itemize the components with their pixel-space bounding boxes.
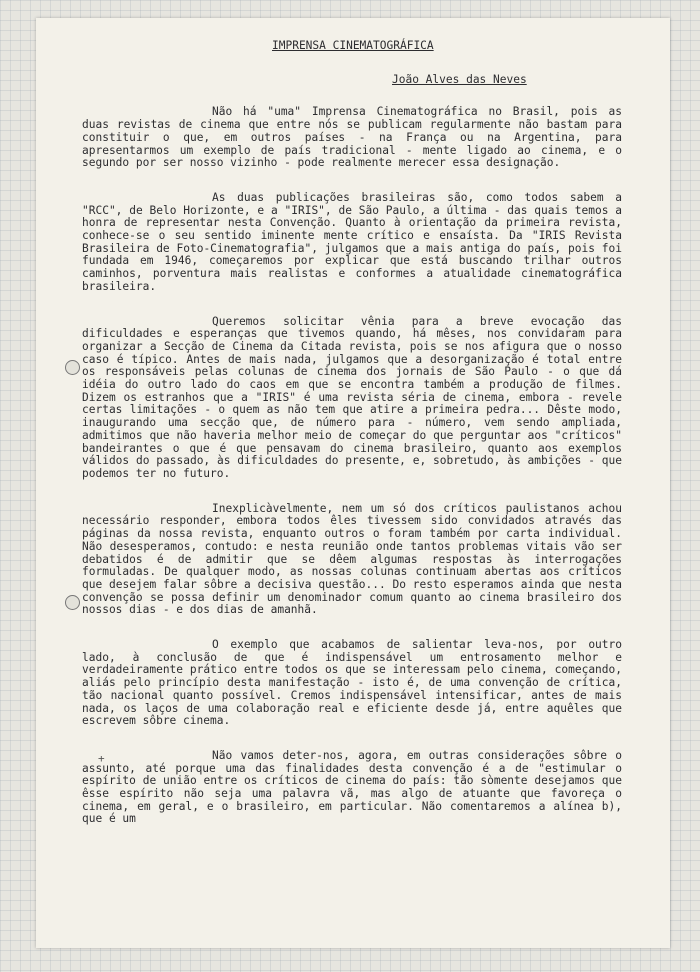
document-title: IMPRENSA CINEMATOGRÁFICA [272, 39, 434, 52]
punch-hole-top [65, 360, 80, 375]
punch-hole-bottom [65, 595, 80, 610]
paragraph-4: Inexplicàvelmente, nem um só dos críticos paulistanos achou necessário responder, embora todos êles tivessem sido convidados através das páginas da nossa revista, enquanto outros o foram também por carta individual. Não desesperamos, contudo: e nesta reunião onde tantos problemas vitais vão ser debatidos é de admitir que se dêem algumas respostas às interrogações formuladas. De qualquer modo, as nossas colunas continuam abertas aos críticos que desejem falar sôbre a decisiva questão... Do resto esperamos ainda que nesta convenção se possa definir um denominador comum quanto ao cinema brasileiro dos nossos dias - e dos dias de amanhã. [82, 501, 622, 617]
paragraph-1: Não há "uma" Imprensa Cinematográfica no Brasil, pois as duas revistas de cinema que entre nós se publicam regularmente não bastam para constituir o que, em outros países - na França ou na Argentina, para apresentarmos um exemplo de país tradicional - mente ligado ao cinema, e o segundo por ser nosso vizinho - pode realmente merecer essa designação. [82, 105, 622, 170]
paragraph-3: Queremos solicitar vênia para a breve evocação das dificuldades e esperanças que tivemos quando, há mêses, nos convidaram para organizar a Secção de Cinema da Citada revista, pois se nos afigura que o nosso caso é típico. Antes de mais nada, julgamos que a desorganização é total entre os responsáveis pelas colunas de cinema dos jornais de São Paulo - o que dá idéia do outro lado do caos em que se encontra também a produção de filmes. Dizem os estranhos que a "IRIS" é uma revista séria de cinema, embora - revele certas limitações - o quem as não tem que atire a primeira pedra... Dêste modo, inaugurando uma secção que, de número para - número, vem sendo ampliada, admitimos que não haveria melhor meio de começar do que perguntar aos "críticos" bandeirantes o que é que pensavam do cinema brasileiro, quanto aos exemplos válidos do passado, às dificuldades do presente, e, sobretudo, às ambições - que podemos ter no futuro. [82, 314, 622, 480]
author-name: João Alves das Neves [392, 72, 527, 86]
paragraph-6: Não vamos deter-nos, agora, em outras considerações sôbre o assunto, até porque uma das finalidades desta convenção é a de "estimular o espírito de união entre os críticos de cinema do país: tão sòmente desejamos que êsse espírito não seja uma palavra vã, mas algo de atuante que favoreça o cinema, em geral, e o brasileiro, em particular. Não comentaremos a alínea b), que é um [82, 748, 622, 826]
paragraph-5: O exemplo que acabamos de salientar leva-nos, por outro lado, à conclusão de que é indispensável um entrosamento melhor e verdadeiramente prático entre todos os que se interessam pelo cinema, começando, aliás pelo princípio desta manifestação - isto é, de uma convenção de crítica, tão nacional quanto possível. Cremos indispensável intensificar, antes de mais nada, os laços de uma colaboração real e eficiente desde já, entre aquêles que escrevem sôbre cinema. [82, 638, 622, 728]
paragraph-2: As duas publicações brasileiras são, como todos sabem a "RCC", de Belo Horizonte, e a "IRIS", de São Paulo, a última - das quais temos a honra de representar nesta Convenção. Quanto à orientação da primeira revista, conhece-se o seu sentido iminente mente crítico e ensaísta. Da "IRIS Revista Brasileira de Foto-Cinematografia", julgamos que a mais antiga do país, pois foi fundada em 1946, começaremos por explicar que está buscando trilhar outros caminhos, porventura mais realistas e conformes a atualidade cinematográfica brasileira. [82, 190, 622, 293]
typed-text [82, 40, 622, 826]
margin-mark: + [98, 752, 105, 765]
